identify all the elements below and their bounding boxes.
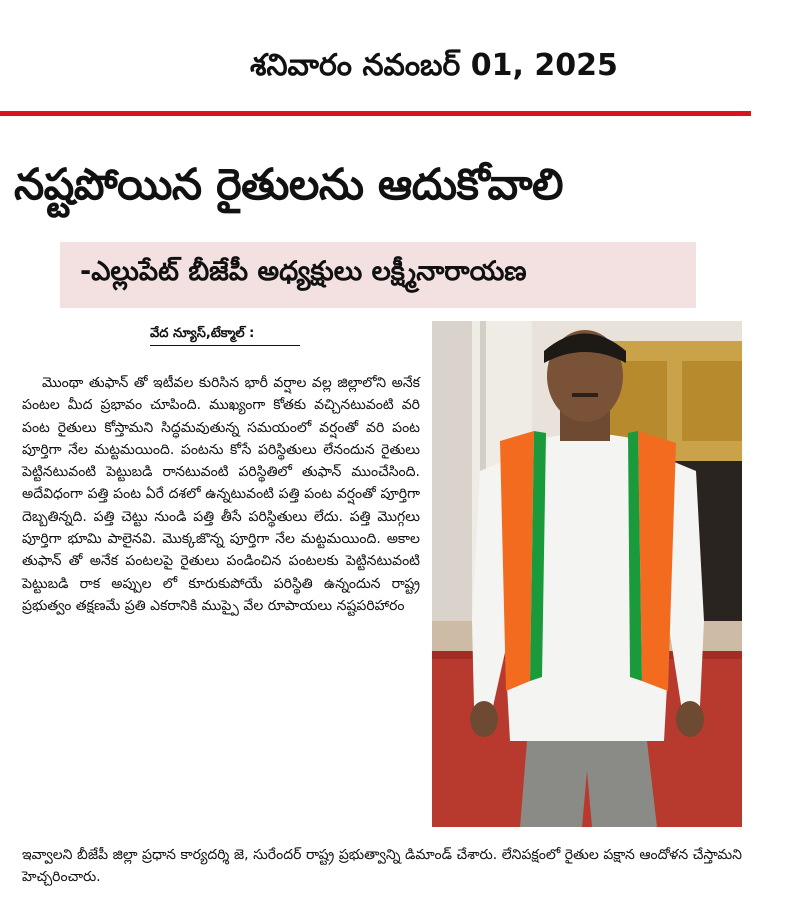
photo-illustration bbox=[432, 321, 742, 827]
dateline: శనివారం నవంబర్ 01, 2025 bbox=[250, 48, 618, 83]
article-full-width-text: ఇవ్వాలని బీజేపీ జిల్లా ప్రధాన కార్యదర్శి జె, సురేందర్ రాష్ట్ర ప్రభుత్వాన్ని డిమాండ్ చేశారు. లేనిపక్షంలో రైతుల పక్షాన ఆందోళన చేస్తామని హెచ్చరించారు. bbox=[22, 847, 742, 886]
subhead: -ఎల్లుపేట్ బీజేపీ అధ్యక్షులు లక్ష్మీనారాయణ bbox=[80, 256, 527, 287]
article-column-text: మొంథా తుఫాన్ తో ఇటీవల కురిసిన భారీ వర్షాల వల్ల జిల్లాలోని అనేక పంటల మీద ప్రభావం చూపింది. ముఖ్యంగా కోతకు వచ్చినటువంటి వరి పంట రైతులు కోస్తామని సిద్ధమవుతున్న సమయంలో వర్షంతో వరి పంట పూర్తిగా నేల మట్టమయింది. పంటను కోసే పరిస్థితులు లేనందున రైతులు పెట్టినటువంటి పెట్టుబడి రానటువంటి పరిస్థితిలో తుఫాన్ ముంచేసింది. అదేవిధంగా పత్తి పంట ఏరే దశలో ఉన్నటువంటి పత్తి పంట వర్షంతో పూర్తిగా దెబ్బతిన్నది. పత్తి చెట్టు నుండి పత్తి తీసే పరిస్థితులు లేదు. పత్తి మొగ్గలు పూర్తిగా భూమి పాలైనవి. మొక్కజొన్న పూర్తిగా నేల మట్టమయింది. అకాల తుఫాన్ తో అనేక పంటలపై రైతులు పండించిన పంటలకు పెట్టినటువంటి పెట్టుబడి రాక అప్పుల లో కూరుకుపోయే పరిస్థితి ఉన్నందున రాష్ట్ర ప్రభుత్వం తక్షణమే ప్రతి ఎకరానికి ముప్పై వేల రూపాయలు నష్టపరిహారం bbox=[22, 375, 420, 614]
byline: వేద న్యూస్,టేక్మాల్ : bbox=[150, 326, 300, 346]
news-photo bbox=[432, 321, 742, 827]
header-rule bbox=[0, 111, 751, 116]
headline: నష్టపోయిన రైతులను ఆదుకోవాలి bbox=[14, 160, 564, 210]
